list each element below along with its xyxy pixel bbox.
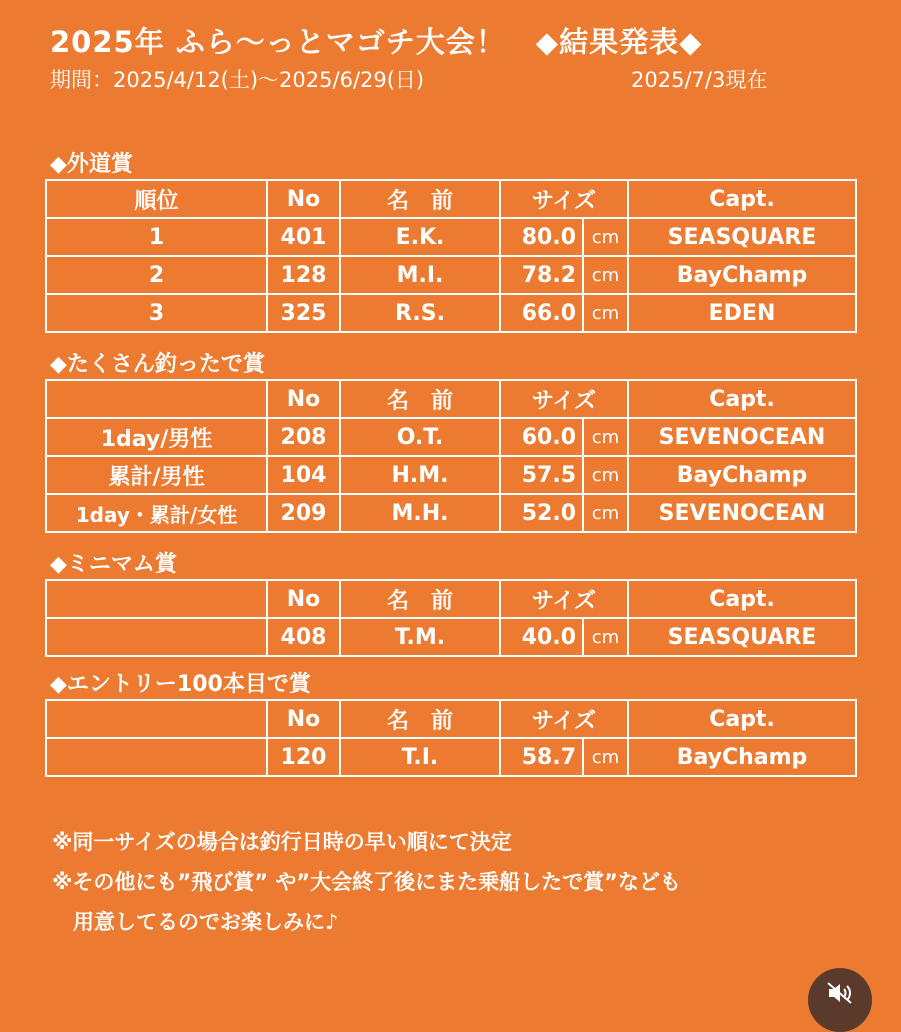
cell-capt: SEVENOCEAN [628, 418, 856, 456]
table-row [46, 294, 856, 332]
cell-unit: cm [583, 218, 628, 256]
cell-category: 1day/男性 [46, 418, 267, 456]
header-capt: Capt. [628, 580, 856, 618]
cell-capt: BayChamp [628, 456, 856, 494]
results-table-most-caught [45, 379, 857, 533]
note-line: ※同一サイズの場合は釣行日時の早い順にて決定 [52, 830, 512, 854]
header-size: サイズ [500, 580, 628, 618]
page-title: 2025年 ふら〜っとマゴチ大会！ ◆結果発表◆ [50, 25, 703, 59]
cell-capt: SEVENOCEAN [628, 494, 856, 532]
table-row [46, 456, 856, 494]
cell-category [46, 618, 267, 656]
header-size: サイズ [500, 700, 628, 738]
cell-name: T.M. [340, 618, 500, 656]
header-name: 名 前 [340, 180, 500, 218]
header-capt: Capt. [628, 380, 856, 418]
notes [52, 822, 681, 942]
header-name: 名 前 [340, 380, 500, 418]
cell-name: O.T. [340, 418, 500, 456]
header-rank: 順位 [46, 180, 267, 218]
table-header-row [46, 700, 856, 738]
cell-size: 78.2 [500, 256, 583, 294]
header-rank [46, 380, 267, 418]
table-row [46, 494, 856, 532]
cell-unit: cm [583, 256, 628, 294]
section-title-100th-entry: ◆エントリー100本目で賞 [50, 672, 311, 697]
cell-unit: cm [583, 738, 628, 776]
cell-unit: cm [583, 418, 628, 456]
period-text: 期間：2025/4/12(土)〜2025/6/29(日) [50, 68, 425, 92]
as-of-date: 2025/7/3現在 [631, 68, 768, 92]
table-row [46, 738, 856, 776]
cell-capt: EDEN [628, 294, 856, 332]
cell-no: 128 [267, 256, 340, 294]
cell-unit: cm [583, 494, 628, 532]
header-no: No [267, 380, 340, 418]
header-rank [46, 580, 267, 618]
header-no: No [267, 700, 340, 738]
results-table-gedo [45, 179, 857, 333]
table-row [46, 218, 856, 256]
header-no: No [267, 580, 340, 618]
note-line: 用意してるのでお楽しみに♪ [52, 910, 339, 934]
header-no: No [267, 180, 340, 218]
results-table-minimum [45, 579, 857, 657]
cell-no: 325 [267, 294, 340, 332]
header-capt: Capt. [628, 700, 856, 738]
cell-name: M.I. [340, 256, 500, 294]
cell-no: 208 [267, 418, 340, 456]
cell-name: T.I. [340, 738, 500, 776]
cell-unit: cm [583, 618, 628, 656]
header-name: 名 前 [340, 580, 500, 618]
cell-size: 52.0 [500, 494, 583, 532]
cell-size: 58.7 [500, 738, 583, 776]
cell-no: 401 [267, 218, 340, 256]
table-row [46, 618, 856, 656]
table-row [46, 256, 856, 294]
cell-capt: BayChamp [628, 256, 856, 294]
cell-size: 66.0 [500, 294, 583, 332]
cell-name: E.K. [340, 218, 500, 256]
table-header-row [46, 380, 856, 418]
cell-rank: 1 [46, 218, 267, 256]
cell-no: 120 [267, 738, 340, 776]
header-capt: Capt. [628, 180, 856, 218]
cell-capt: SEASQUARE [628, 218, 856, 256]
results-table-100th-entry [45, 699, 857, 777]
table-header-row [46, 580, 856, 618]
cell-rank: 3 [46, 294, 267, 332]
cell-no: 408 [267, 618, 340, 656]
cell-capt: BayChamp [628, 738, 856, 776]
cell-name: H.M. [340, 456, 500, 494]
cell-size: 60.0 [500, 418, 583, 456]
note-line: ※その他にも”飛び賞” や”大会終了後にまた乗船したで賞”なども [52, 870, 681, 894]
table-header-row [46, 180, 856, 218]
cell-capt: SEASQUARE [628, 618, 856, 656]
cell-name: R.S. [340, 294, 500, 332]
cell-category: 累計/男性 [46, 456, 267, 494]
section-title-gedo: ◆外道賞 [50, 152, 133, 177]
header-size: サイズ [500, 180, 628, 218]
cell-category [46, 738, 267, 776]
cell-category: 1day・累計/女性 [46, 494, 267, 532]
header-rank [46, 700, 267, 738]
header-name: 名 前 [340, 700, 500, 738]
cell-name: M.H. [340, 494, 500, 532]
table-row [46, 418, 856, 456]
cell-no: 104 [267, 456, 340, 494]
cell-size: 57.5 [500, 456, 583, 494]
speaker-muted-icon [827, 982, 853, 1004]
cell-unit: cm [583, 294, 628, 332]
cell-no: 209 [267, 494, 340, 532]
cell-unit: cm [583, 456, 628, 494]
cell-size: 80.0 [500, 218, 583, 256]
mute-button[interactable] [808, 968, 872, 1032]
cell-rank: 2 [46, 256, 267, 294]
header-size: サイズ [500, 380, 628, 418]
cell-size: 40.0 [500, 618, 583, 656]
section-title-most-caught: ◆たくさん釣ったで賞 [50, 352, 265, 377]
section-title-minimum: ◆ミニマム賞 [50, 552, 177, 577]
